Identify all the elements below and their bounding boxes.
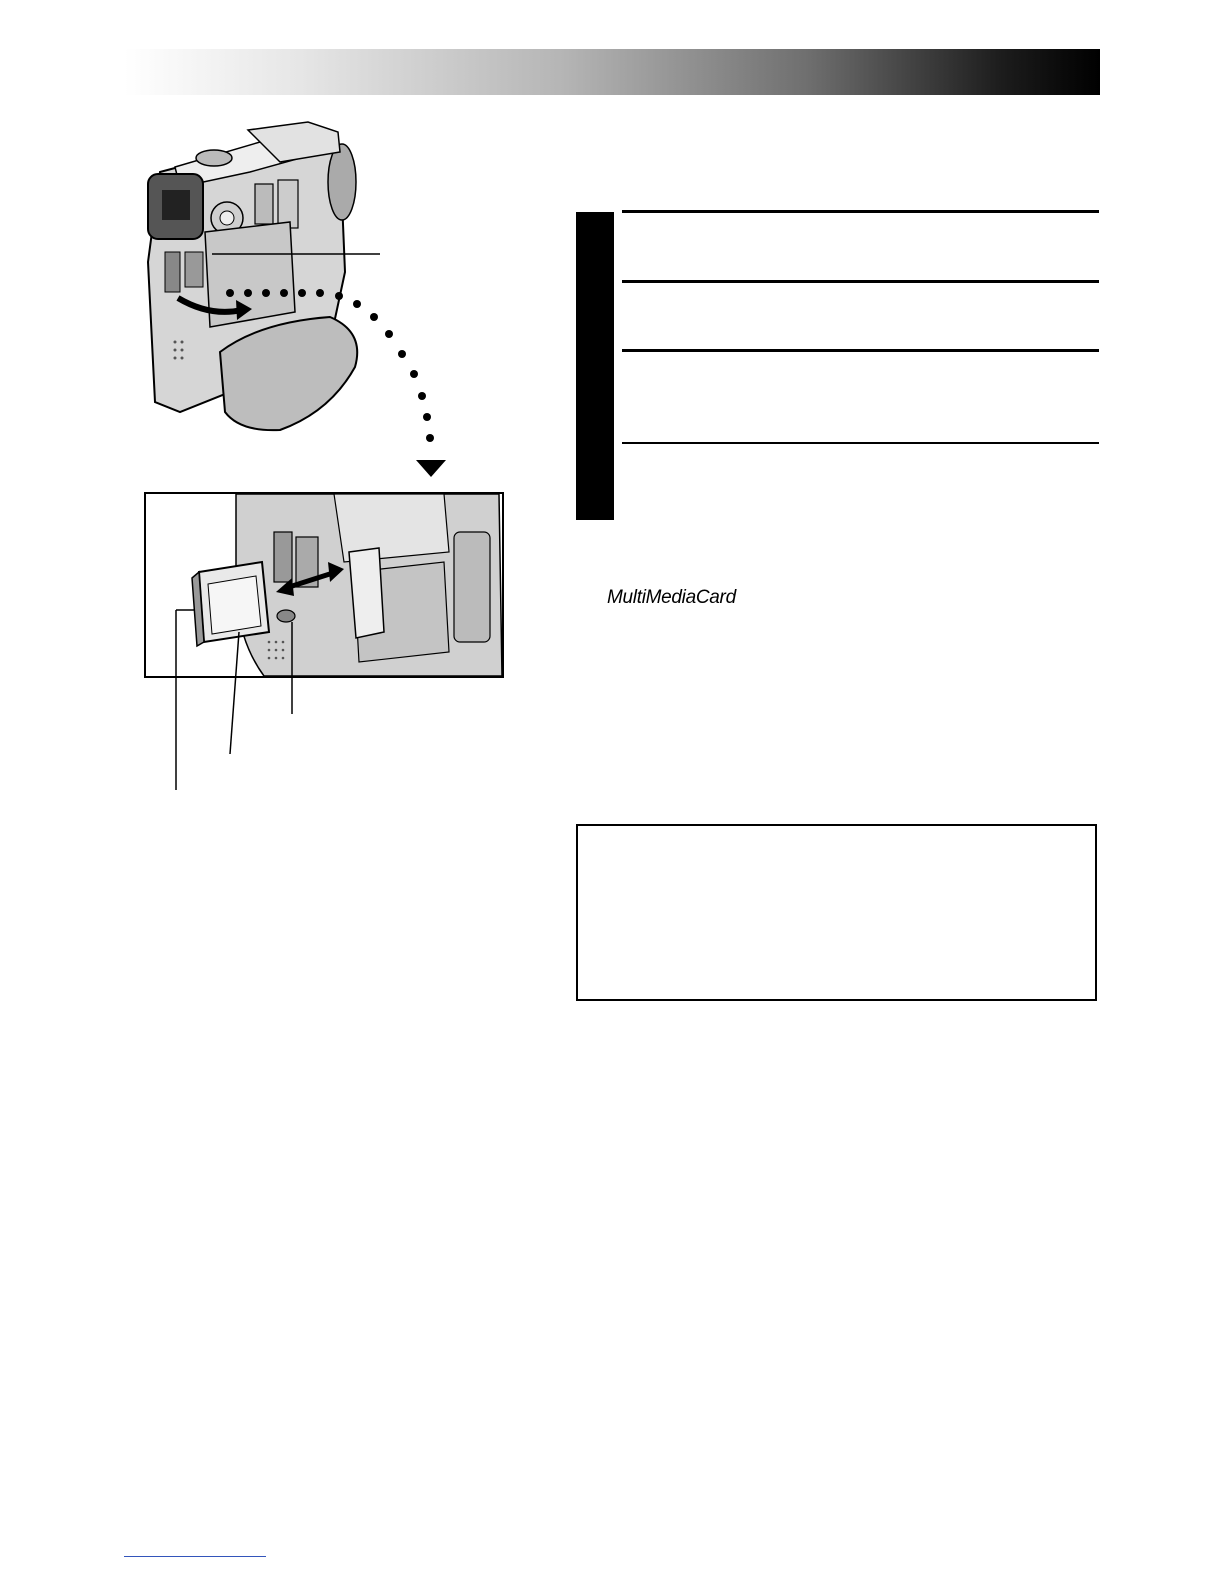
camcorder-overview-illustration: [130, 112, 460, 482]
note-box: [576, 824, 1097, 1001]
step-rule-1: [622, 210, 1099, 213]
step-rule-4: [622, 442, 1099, 444]
step-rule-2: [622, 280, 1099, 283]
steps-marker-bar: [576, 212, 614, 520]
header-gradient-bar: [124, 49, 1100, 95]
multimediacard-logo: MultiMediaCard: [607, 587, 736, 608]
footer-link[interactable]: [124, 1556, 266, 1557]
step-rule-3: [622, 349, 1099, 352]
card-slot-detail-illustration: [144, 492, 506, 792]
